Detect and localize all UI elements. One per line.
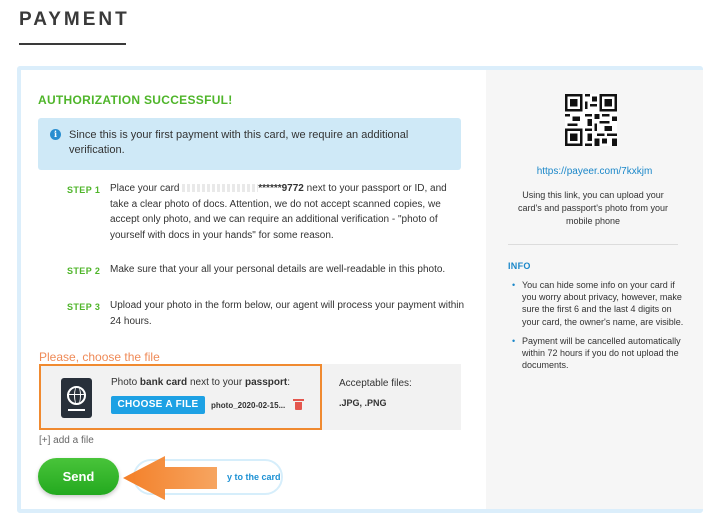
trash-icon[interactable] — [294, 399, 303, 410]
mobile-upload-description: Using this link, you can upload your card's and passport's photo from your mobile phone — [517, 190, 668, 226]
auth-success-title: AUTHORIZATION SUCCESSFUL! — [38, 93, 233, 107]
info-item-cancellation: • Payment will be cancelled automatically within 72 hours if you do not upload the documents. — [508, 335, 688, 372]
card-suffix: ******9772 — [258, 183, 304, 194]
acceptable-files-label: Acceptable files: — [339, 378, 412, 389]
caption-middle: next to your — [187, 377, 245, 388]
mobile-upload-link[interactable]: https://payeer.com/7kxkjm — [536, 166, 653, 177]
send-button[interactable]: Send — [38, 458, 119, 495]
step-2-label: STEP 2 — [67, 266, 101, 276]
add-file-link[interactable]: [+] add a file — [39, 435, 94, 446]
qr-code-icon — [565, 94, 617, 146]
info-icon: i — [50, 129, 61, 140]
step-1-text — [110, 181, 465, 243]
upload-box — [39, 364, 322, 430]
caption-prefix: Photo — [111, 377, 140, 388]
caption-passport: passport — [244, 377, 288, 388]
passport-icon — [61, 378, 92, 418]
masked-card-digits — [182, 184, 258, 192]
info-list — [508, 279, 688, 378]
info-item-privacy: • You can hide some info on your card if you worry about privacy, however, make sure the first 6 and the last 4 digits on your card, the owner's name, are visible. — [508, 279, 688, 328]
selected-file-name: photo_2020-02-15... — [211, 401, 286, 410]
step-1-text-before: Place your card — [110, 183, 183, 194]
mobile-upload-panel — [486, 70, 703, 509]
step-2-text: Make sure that your all your personal details are well-readable in this photo. — [110, 264, 446, 275]
upload-caption — [111, 377, 290, 388]
step-1-text-after: next to your passport or ID, and take a clear photo of docs. Attention, we do not accept scanned copies, we accept only photo, and we can require an additional verification - "photo of yourself with docs in your hands" for some reason. — [110, 183, 447, 241]
choose-file-prompt: Please, choose the file — [39, 350, 160, 364]
caption-suffix: : — [287, 377, 290, 388]
choose-file-button[interactable]: CHOOSE A FILE — [111, 396, 205, 414]
verification-notice — [38, 118, 461, 170]
arrow-pointer-icon — [121, 454, 221, 502]
info-title: INFO — [508, 261, 531, 271]
title-underline — [19, 43, 126, 45]
notice-text: Since this is your first payment with this card, we require an additional verification. — [69, 129, 409, 156]
step-3-text: Upload your photo in the form below, our agent will process your payment within 24 hours. — [110, 300, 465, 327]
step-3-label: STEP 3 — [67, 302, 101, 312]
payment-card — [17, 66, 703, 513]
page-title: PAYMENT — [19, 9, 130, 30]
caption-bank-card: bank card — [139, 377, 188, 388]
step-1-label: STEP 1 — [67, 185, 101, 195]
acceptable-file-types: .JPG, .PNG — [339, 398, 387, 408]
link-to-card-label: y to the card — [227, 472, 281, 482]
panel-divider — [508, 244, 678, 245]
